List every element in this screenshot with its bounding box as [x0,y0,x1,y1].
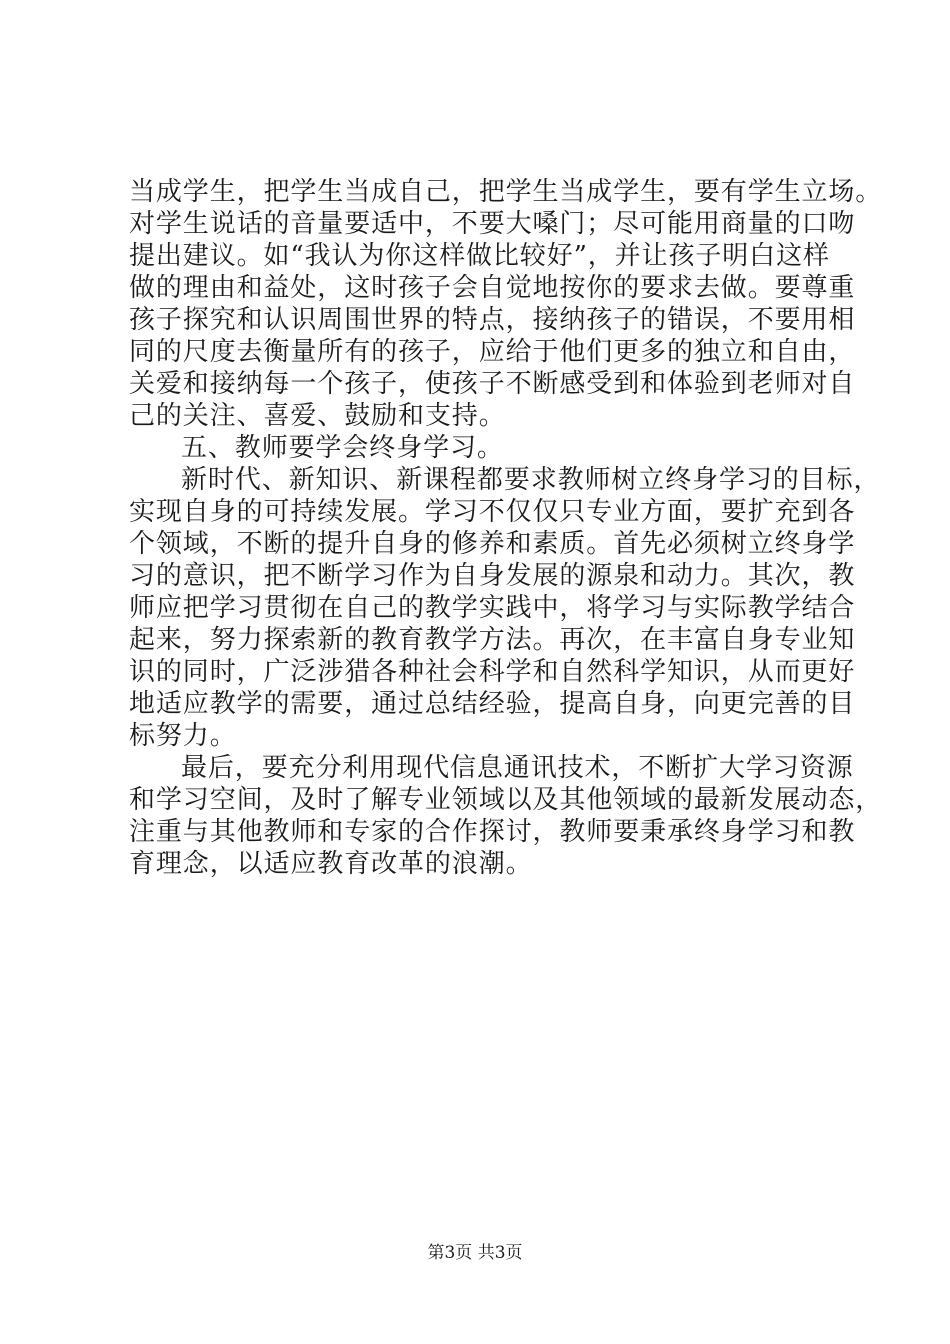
text-line: 同的尺度去衡量所有的孩子，应给于他们更多的独立和自由， [129,337,856,367]
text-line: 个领域，不断的提升自身的修养和素质。首先必须树立终身学 [129,529,856,559]
section-heading: 五、教师要学会终身学习。 [181,433,504,463]
text-line: 地适应教学的需要，通过总结经验，提高自身，向更完善的目 [129,689,856,719]
text-line: 对学生说话的音量要适中，不要大嗓门；尽可能用商量的口吻 [129,209,856,239]
text-line: 起来，努力探索新的教育教学方法。再次，在丰富自身专业知 [129,625,856,655]
text-line: 最后，要充分利用现代信息通讯技术，不断扩大学习资源 [181,753,854,783]
document-body [129,176,883,880]
text-line: 师应把学习贯彻在自己的教学实践中，将学习与实际教学结合 [129,593,856,623]
text-line: 当成学生，把学生当成自己，把学生当成学生，要有学生立场。 [129,177,883,207]
text-line: 己的关注、喜爱、鼓励和支持。 [129,401,506,431]
text-line: 提出建议。如“我认为你这样做比较好”，并让孩子明白这样 [129,241,830,271]
text-line: 育理念，以适应教育改革的浪潮。 [129,849,533,879]
text-line: 标努力。 [129,721,237,751]
text-line: 关爱和接纳每一个孩子，使孩子不断感受到和体验到老师对自 [129,369,856,399]
page-number: 第3页 共3页 [427,1243,523,1263]
text-line: 新时代、新知识、新课程都要求教师树立终身学习的目标， [181,465,881,495]
text-line: 注重与其他教师和专家的合作探讨，教师要秉承终身学习和教 [129,817,856,847]
text-line: 识的同时，广泛涉猎各种社会科学和自然科学知识，从而更好 [129,657,856,687]
text-line: 孩子探究和认识周围世界的特点，接纳孩子的错误，不要用相 [129,305,856,335]
text-line: 和学习空间，及时了解专业领域以及其他领域的最新发展动态， [129,785,883,815]
text-line: 习的意识，把不断学习作为自身发展的源泉和动力。其次，教 [129,561,856,591]
page-footer [0,1242,950,1264]
text-line: 做的理由和益处，这时孩子会自觉地按你的要求去做。要尊重 [129,273,856,303]
text-line: 实现自身的可持续发展。学习不仅仅只专业方面，要扩充到各 [129,497,856,527]
